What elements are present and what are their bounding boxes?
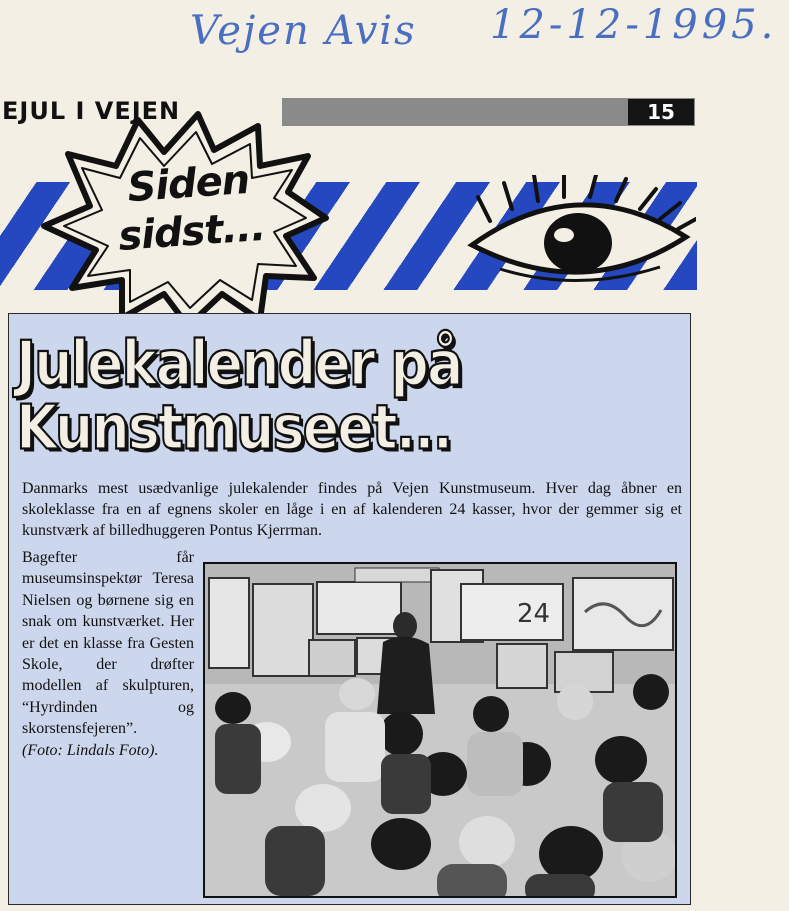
- photo-caption: [22, 547, 194, 761]
- article-photo: [203, 562, 677, 898]
- eye-icon: [460, 175, 696, 295]
- photo-board-number: 24: [517, 599, 551, 629]
- handwritten-annotation: [190, 2, 780, 62]
- handwritten-paper-name: Vejen Avis: [190, 8, 417, 54]
- headline-line2: Kunstmuseet...: [16, 391, 452, 464]
- banner-title-line2: sidst...: [116, 203, 267, 261]
- photo-illustration: [205, 564, 675, 896]
- article-headline: [16, 327, 576, 464]
- headline-line1: Julekalender på: [16, 327, 462, 400]
- article-lead: Danmarks mest usædvanlige julekalender findes på Vejen Kunstmuseum. Hver dag åbner en skoleklasse fra en af egnens skoler en låge i en af kalenderen 24 kasser, hvor der gemmer sig et kunstværk af billedhuggeren Pontus Kjerrman.: [22, 480, 682, 539]
- photo-caption-text: Bagefter får museumsinspektør Teresa Nielsen og børnene sig en snak om kunstværket. Her er det en klasse fra Gesten Skole, der drøfter modellen af skulpturen, “Hyrdinden og skorstensfejeren”.: [22, 549, 194, 738]
- banner-title: [89, 153, 291, 262]
- handwritten-date: 12-12-1995.: [490, 2, 778, 48]
- section-title: EJUL I VEJEN: [0, 96, 282, 126]
- banner-title-line1: Siden: [125, 156, 251, 212]
- photo-credit: (Foto: Lindals Foto).: [22, 741, 159, 759]
- page-number: 15: [628, 99, 694, 125]
